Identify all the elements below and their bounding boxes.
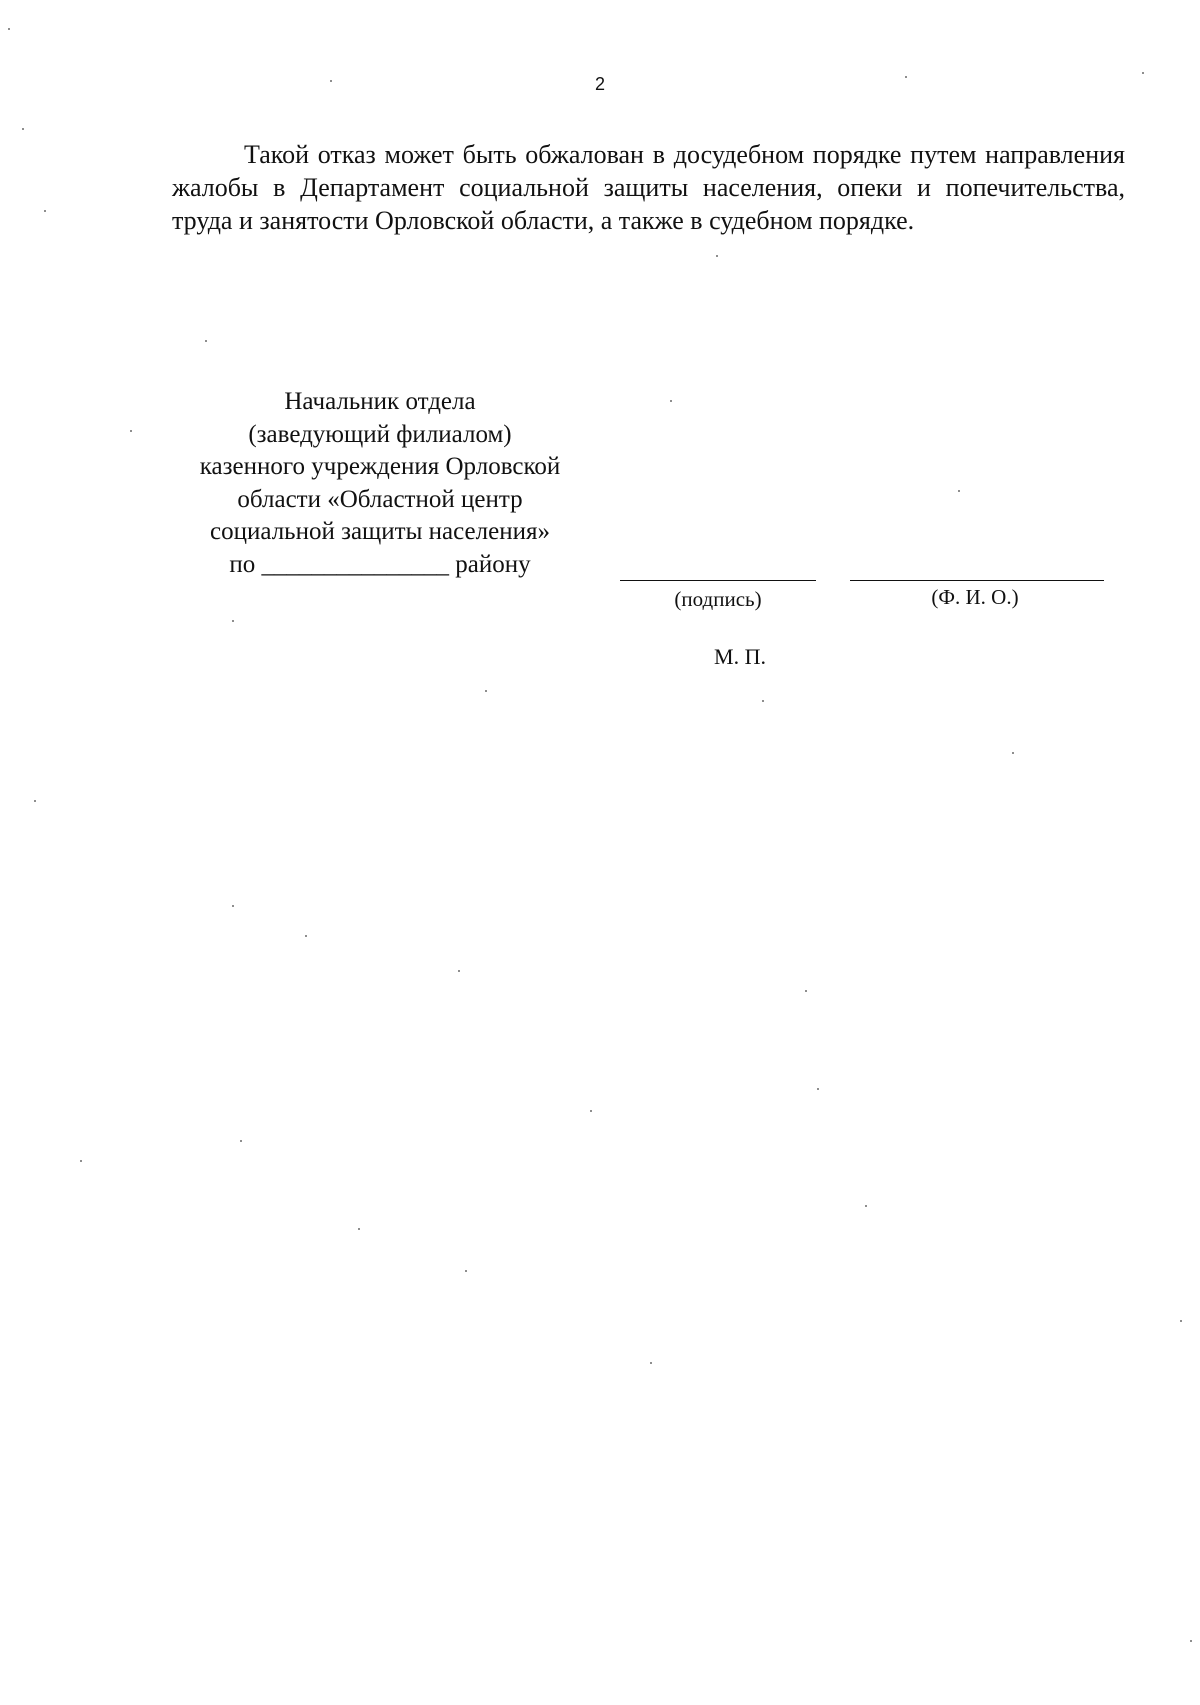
- page-number: 2: [594, 74, 605, 94]
- speck: [485, 690, 487, 692]
- speck: [458, 970, 460, 972]
- speck: [1012, 752, 1014, 754]
- speck: [905, 76, 907, 78]
- speck: [805, 990, 807, 992]
- speck: [305, 935, 307, 937]
- signatory-block: [160, 386, 600, 581]
- speck: [358, 1228, 360, 1230]
- signatory-line-4: области «Областной центр: [237, 485, 523, 513]
- signatory-line-1: Начальник отдела: [284, 388, 476, 415]
- district-suffix: району: [455, 550, 531, 578]
- name-caption: (Ф. И. О.): [931, 585, 1019, 609]
- speck: [865, 1205, 867, 1207]
- speck: [1142, 72, 1144, 74]
- speck: [240, 1140, 242, 1142]
- signature-caption: (подпись): [674, 587, 762, 611]
- speck: [34, 800, 36, 802]
- speck: [232, 905, 234, 907]
- speck: [465, 1270, 467, 1272]
- speck: [205, 340, 207, 342]
- speck: [590, 1110, 592, 1112]
- appeal-paragraph: Такой отказ может быть обжалован в досудебном порядке путем направления жалобы в Департамент социальной защиты населения, опеки и попечительства, труда и занятости Орловской области, а также в судебном порядке.: [172, 140, 1125, 235]
- speck: [8, 28, 10, 30]
- name-line: [850, 580, 1104, 581]
- speck: [80, 1160, 82, 1162]
- speck: [44, 210, 46, 212]
- signatory-line-2: (заведующий филиалом): [248, 420, 512, 448]
- speck: [817, 1088, 819, 1090]
- signatory-line-3: казенного учреждения Орловской: [199, 453, 561, 480]
- speck: [650, 1362, 652, 1364]
- speck: [1180, 1320, 1182, 1322]
- speck: [762, 700, 764, 702]
- district-blank: _______________: [261, 550, 450, 578]
- speck: [670, 400, 672, 402]
- speck: [130, 430, 132, 432]
- signature-line: [620, 580, 816, 581]
- speck: [958, 490, 960, 492]
- speck: [22, 128, 24, 130]
- district-prefix: по: [229, 550, 256, 578]
- speck: [1190, 1640, 1192, 1642]
- speck: [232, 620, 234, 622]
- stamp-label: М. П.: [714, 644, 766, 669]
- signatory-line-5: социальной защиты населения»: [210, 518, 550, 545]
- speck: [330, 80, 332, 82]
- signatory-line-6: [160, 549, 600, 582]
- speck: [716, 255, 718, 257]
